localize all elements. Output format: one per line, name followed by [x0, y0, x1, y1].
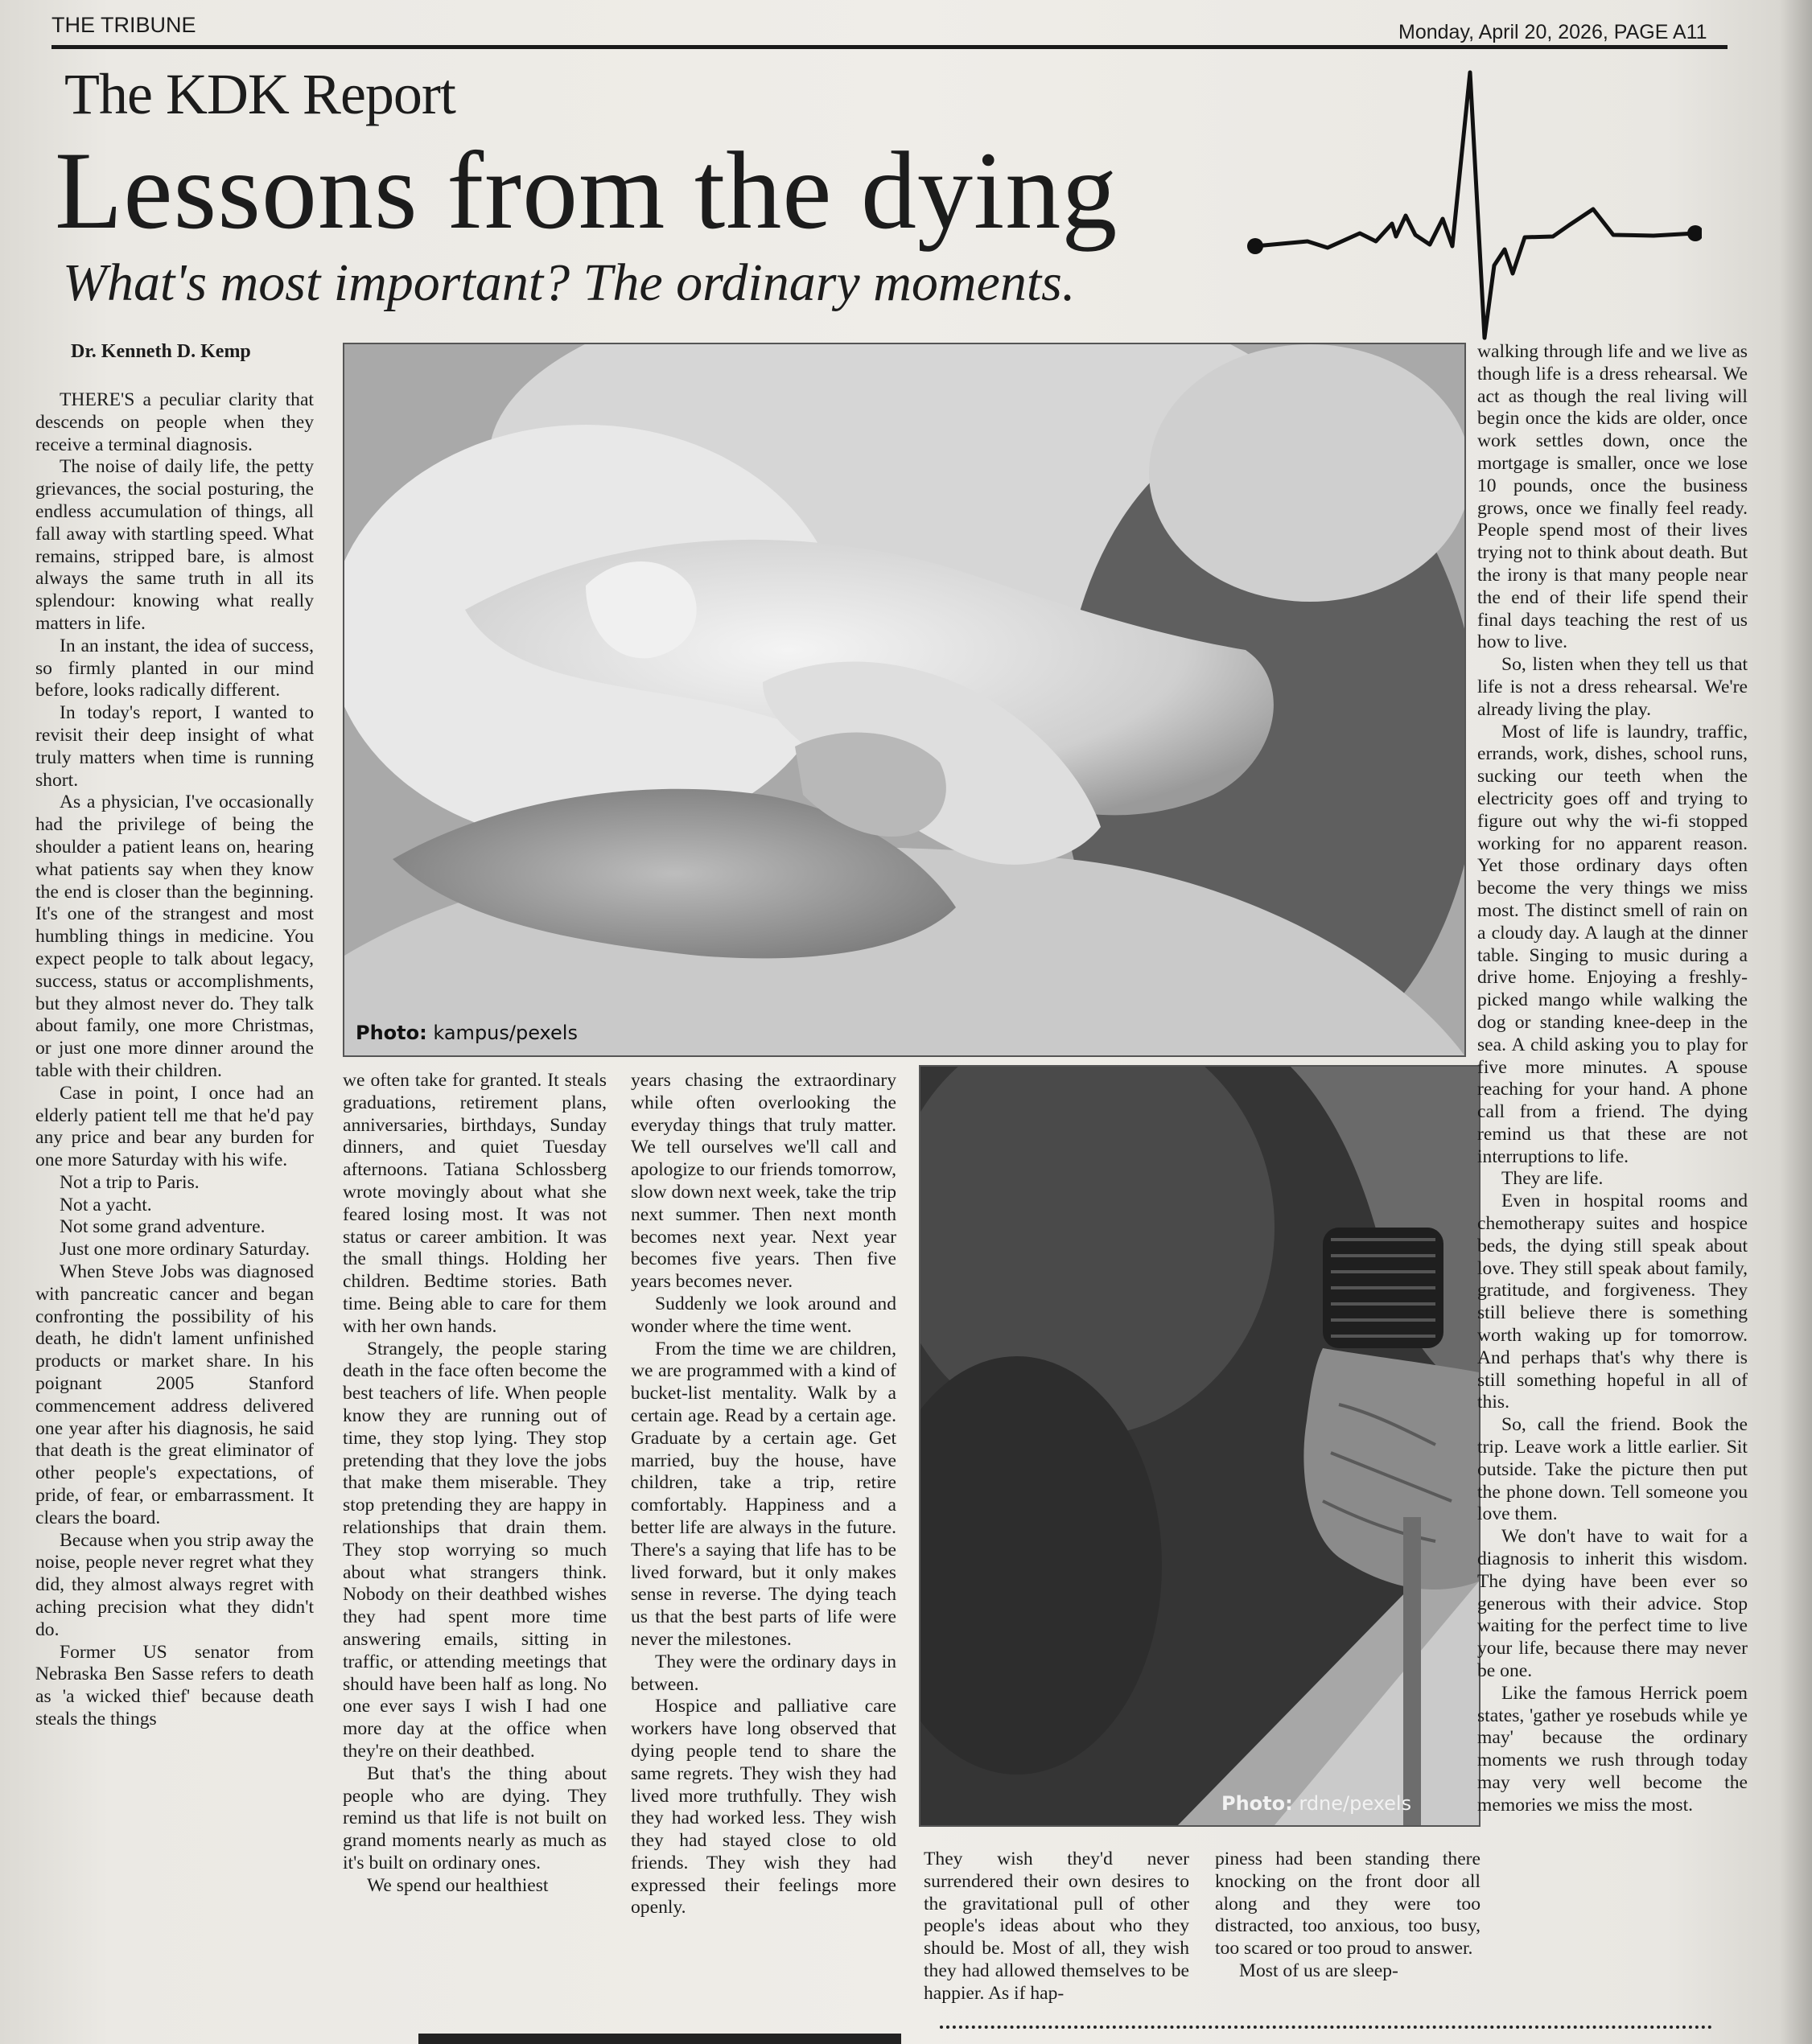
- paragraph: Like the famous Herrick poem states, 'gather ye rosebuds while ye may' because the ordinary moments we rush through today may very well become the memories we miss the most.: [1477, 1682, 1748, 1816]
- paragraph: So, listen when they tell us that life is not a dress rehearsal. We're already living the play.: [1477, 654, 1748, 720]
- heartbeat-line-icon: [1235, 64, 1702, 354]
- byline: Dr. Kenneth D. Kemp: [71, 341, 251, 362]
- headline: Lessons from the dying: [55, 129, 1118, 252]
- masthead-rule: [51, 45, 1728, 49]
- paragraph: Most of life is laundry, traffic, errands, work, dishes, school runs, sucking our teeth when the electricity goes off and trying to figure out why the wi-fi stopped working for no apparent reason. Yet those ordinary days often become the very things we miss most. The distinct smell of rain on a cloudy day. A laugh at the dinner table. Singing to music during a drive home. Enjoying a freshly-picked mango while walking the dog or standing knee-deep in the sea. A child asking you to play for five more minutes. A spouse reaching for your hand. A phone call from a friend. The dying remind us that these are not interruptions to life.: [1477, 721, 1748, 1167]
- paragraph: In an instant, the idea of success, so firmly planted in our mind before, looks radically different.: [35, 635, 314, 701]
- paragraph: THERE'S a peculiar clarity that descends on people when they receive a terminal diagnosis.: [35, 389, 314, 455]
- bottom-dotted-rule: [940, 2025, 1712, 2029]
- paragraph: So, call the friend. Book the trip. Leave work a little earlier. Sit outside. Take the picture then put the phone down. Tell someone you love them.: [1477, 1414, 1748, 1525]
- photo-credit-elderly: Photo: rdne/pexels: [1221, 1792, 1412, 1815]
- paragraph: Not a yacht.: [60, 1194, 152, 1215]
- paragraph: We spend our healthiest: [367, 1874, 549, 1896]
- paragraph: We don't have to wait for a diagnosis to inherit this wisdom. The dying have been ever so generous with their advice. Stop waiting for the perfect time to live your life, because there may never be one.: [1477, 1526, 1748, 1682]
- paragraph: walking through life and we live as though life is a dress rehearsal. We act as though the real living will begin once the kids are older, once work settles down, once the mortgage is smaller, once we lose 10 pounds, once the business grows, once we finally feel ready. People spend most of their lives trying not to think about death. But the irony is that many people near the end of their life spend their final days teaching the rest of us how to live.: [1477, 341, 1748, 653]
- paragraph: They wish they'd never surrendered their own desires to the gravitational pull of other people's ideas about who they should be. Most of all, they wish they had allowed themselves to be happier. As if hap-: [924, 1849, 1189, 2004]
- article-column-2: [343, 1070, 607, 1897]
- article-column-6: [1477, 341, 1748, 1817]
- date-and-page: Monday, April 20, 2026, PAGE A11: [1398, 21, 1707, 43]
- paragraph: From the time we are children, we are programmed with a kind of bucket-list mentality. Walk by a certain age. Read by a certain age. Graduate by a certain age. Get married, buy the house, have children, take a trip, retire comfortably. Happiness and a better life are always in the future. There's a saying that life has to be lived forward, but it only makes sense in reverse. The dying teach us that the best parts of life were never the milestones.: [631, 1338, 896, 1650]
- paragraph: They were the ordinary days in between.: [631, 1651, 896, 1695]
- elderly-hand-illustration: [920, 1067, 1479, 1825]
- paragraph: As a physician, I've occasionally had the privilege of being the shoulder a patient leans on, hearing what patients say when they know the end is closer than the beginning. It's one of the strangest and most humbling things in medicine. You expect people to talk about legacy, success, status or accomplishments, but they almost never do. They talk about family, one more Christmas, or just one more dinner around the table with their children.: [35, 792, 314, 1081]
- page-edge-shadow: [1780, 0, 1812, 2044]
- paragraph: They are life.: [1501, 1168, 1604, 1190]
- column-kicker: The KDK Report: [64, 62, 455, 126]
- paragraph: In today's report, I wanted to revisit their deep insight of what truly matters when time is running short.: [35, 702, 314, 791]
- paragraph: Because when you strip away the noise, people never regret what they did, they almost always regret with aching precision what they didn't do.: [35, 1529, 314, 1640]
- photo-credit-hands: Photo: kampus/pexels: [356, 1022, 578, 1044]
- paragraph: Just one more ordinary Saturday.: [60, 1239, 311, 1261]
- paragraph: But that's the thing about people who are dying. They remind us that life is not built on grand moments nearly as much as it's built on ordinary ones.: [343, 1762, 607, 1873]
- paragraph: Suddenly we look around and wonder where the time went.: [631, 1293, 896, 1337]
- paragraph: Former US senator from Nebraska Ben Sasse refers to death as 'a wicked thief' because death steals the things: [35, 1641, 314, 1730]
- photo-holding-hands: [343, 343, 1466, 1057]
- paragraph: When Steve Jobs was diagnosed with pancreatic cancer and began confronting the possibility of his death, he didn't lament unfinished products or market share. In his poignant 2005 Stanford commencement address delivered one year after his diagnosis, he said that death is the great eliminator of other people's expectations, of pride, of fear, or embarrassment. It clears the board.: [35, 1261, 314, 1528]
- paragraph: we often take for granted. It steals graduations, retirement plans, anniversaries, birthdays, Sunday dinners, and quiet Tuesday afternoons. Tatiana Schlossberg wrote movingly about what she feared losing most. It was not status or career ambition. It was the small things. Holding her children. Bedtime stories. Bath time. Being able to care for them with her own hands.: [343, 1070, 607, 1337]
- hands-illustration: [344, 344, 1464, 1055]
- paragraph: piness had been standing there knocking on the front door all along and they were too distracted, too anxious, too busy, too scared or too proud to answer.: [1215, 1849, 1480, 1960]
- article-column-5: [1215, 1849, 1480, 1983]
- paragraph: Not some grand adventure.: [60, 1216, 266, 1238]
- paragraph: Most of us are sleep-: [1239, 1960, 1398, 1981]
- paragraph: Even in hospital rooms and chemotherapy suites and hospice beds, the dying still speak about love. They still speak about family, gratitude, and forgiveness. They still believe there is something worth waking up for tomorrow. And perhaps that's why there is still something hopeful in all of this.: [1477, 1191, 1748, 1413]
- article-column-1: [35, 389, 314, 1731]
- article-column-3: [631, 1070, 896, 1919]
- paragraph: The noise of daily life, the petty grievances, the social posturing, the endless accumulation of things, all fall away with startling speed. What remains, stripped bare, is almost always the same truth in all its splendour: knowing what really matters in life.: [35, 456, 314, 634]
- paragraph: Case in point, I once had an elderly patient tell me that he'd pay any price and bear any burden for one more Saturday with his wife.: [35, 1082, 314, 1171]
- paragraph: years chasing the extraordinary while often overlooking the everyday things that truly matter. We tell ourselves we'll call and apologize to our friends tomorrow, slow down next week, take the trip next summer. Then next month becomes next year. Next year becomes five years. Then five years becomes never.: [631, 1070, 896, 1293]
- paper-name: THE TRIBUNE: [51, 13, 196, 37]
- next-article-edge: [418, 2034, 901, 2044]
- paragraph: Hospice and palliative care workers have long observed that dying people tend to share the same regrets. They wish they had lived more truthfully. They wish they had worked less. They wish they had stayed close to old friends. They wish they had expressed their feelings more openly.: [631, 1696, 896, 1919]
- paragraph: Not a trip to Paris.: [60, 1171, 200, 1193]
- subheadline: What's most important? The ordinary moments.: [63, 253, 1076, 312]
- photo-elderly-hand: [919, 1065, 1480, 1827]
- paragraph: Strangely, the people staring death in the face often become the best teachers of life. When people know they are running out of time, they stop lying. They stop pretending that they love the jobs that make them miserable. They stop pretending they are happy in relationships that drain them. They stop worrying so much about what strangers think. Nobody on their deathbed wishes they had spent more time answering emails, sitting in traffic, or attending meetings that should have been half as long. No one ever says I wish I had one more day at the office when they're on their deathbed.: [343, 1338, 607, 1762]
- article-column-4: [924, 1849, 1189, 2005]
